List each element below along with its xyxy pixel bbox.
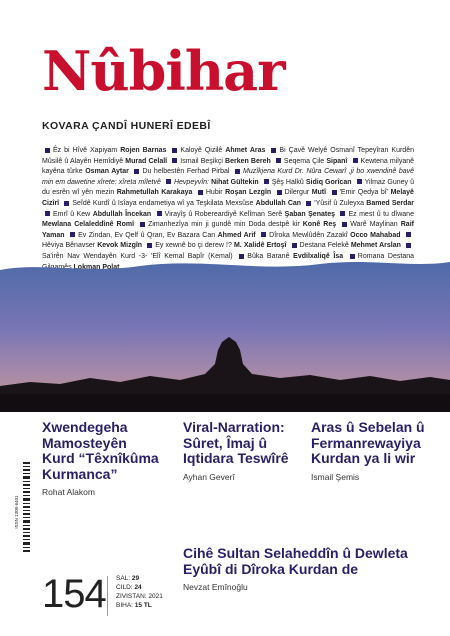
contents-item-author: Ahmet Aras — [225, 147, 266, 154]
contents-item-title: Şêş Halkû — [271, 178, 304, 186]
masthead — [0, 0, 450, 145]
magazine-logo: Nûbihar — [42, 39, 285, 103]
bullet-square-icon — [261, 232, 266, 237]
contents-item-title: Destana Felekê — [299, 242, 349, 250]
contents-item-title: Ez mest û tu dîwane — [348, 210, 414, 218]
contents-item-author: Kevok Mizgîn — [97, 242, 143, 250]
cild-value: 24 — [134, 584, 142, 591]
contents-item-author: Mehmet Arslan — [350, 242, 401, 250]
article-author: Rohat Alakom — [42, 487, 95, 497]
bullet-square-icon — [332, 190, 337, 195]
contents-item-title: Hêviya Bênavser — [42, 242, 96, 250]
contents-item-title: Dilergur — [284, 189, 310, 197]
bullet-square-icon — [172, 158, 177, 163]
table-of-contents — [42, 146, 414, 273]
contents-item-author: Mewlana Celaleddînê Romî — [42, 221, 135, 229]
bullet-square-icon — [276, 158, 281, 163]
contents-item-author: Evdilxaliqê Îsa — [293, 252, 344, 260]
issue-divider — [107, 576, 108, 616]
issue-number: 154 — [42, 572, 106, 616]
contents-item-author: Bamed Serdar — [366, 199, 415, 207]
contents-item-title: Ey xewnê bo çi derew !? — [155, 242, 232, 250]
bullet-square-icon — [64, 201, 69, 206]
contents-item-author: Rojen Barnas — [120, 147, 167, 154]
contents-item-author: Murad Celalî — [125, 157, 168, 165]
bullet-square-icon — [157, 211, 162, 216]
magazine-subtitle: KOVARA ÇANDÎ HUNERÎ EDEBÎ — [42, 120, 211, 132]
barcode — [14, 462, 30, 554]
contents-item-title: 'Yûsif û Zuleyxa — [314, 199, 365, 207]
contents-item-title: Muzîkjena Kurd Dr. Nûra Cewarî ,ji bo xwendinê bavê min em dawetine xîrete: xîreta mîletvê — [42, 168, 414, 186]
article-3 — [311, 420, 435, 482]
bullet-square-icon — [45, 148, 50, 153]
bullet-square-icon — [306, 201, 311, 206]
contents-item-author: Occo Mahabad — [350, 231, 401, 239]
contents-item-author: Raif Yaman — [42, 221, 414, 239]
contents-item-title: Seqema Çile — [283, 157, 325, 165]
contents-item-title: Emrî û Kew — [53, 210, 91, 218]
article-author: Nevzat Emînoğlu — [183, 582, 248, 592]
contents-item-title: Virayîş û Robereardiyê Kelîman Serê — [164, 210, 283, 218]
contents-item-author: Abdullah Încekan — [92, 210, 152, 218]
contents-item-author: Ahmed Arif — [217, 231, 256, 239]
bullet-square-icon — [292, 243, 297, 248]
article-author: Ismail Şemis — [311, 471, 360, 482]
bullet-square-icon — [235, 169, 240, 174]
contents-item-title: Êz bi Hîvê Xapiyam — [53, 147, 118, 154]
bullet-square-icon — [353, 158, 358, 163]
contents-item-title: Seîdê Kurdî û Isîaya endametiya wî ya Teşkilata Mexsûse — [72, 199, 254, 207]
contents-item-author: Roşan Lezgîn — [225, 189, 272, 197]
contents-item-title: Kaloyê Qizilê — [180, 147, 223, 154]
contents-item-author: Mutî — [311, 189, 327, 197]
article-1 — [42, 420, 162, 497]
bullet-square-icon — [277, 190, 282, 195]
contents-item-title: Kewtena milyanê kayêna tûrke — [42, 157, 415, 176]
contents-item-author: Sipanî — [326, 157, 348, 165]
bullet-square-icon — [70, 232, 75, 237]
contents-item-title: Zimanhezîya min ji gundê min Doda destpê kir — [148, 221, 300, 229]
contents-item-author: Konê Reş — [302, 221, 337, 229]
article-4 — [183, 546, 433, 592]
contents-item-title: Ev Zindan, Ev Qelf û Qran, Ev Bazara Can — [78, 231, 216, 239]
barcode-label: ISSN 1300-6401 — [14, 495, 19, 529]
contents-item-author: Berken Bereh — [225, 157, 271, 165]
bullet-square-icon — [340, 211, 345, 216]
sal-label: SAL: — [116, 575, 131, 582]
contents-item-author: Sidiq Gorîcan — [305, 178, 352, 186]
bullet-square-icon — [140, 222, 145, 227]
bullet-square-icon — [147, 243, 152, 248]
contents-item-author: Melayê Cizîrî — [42, 189, 414, 207]
contents-item-title: Sa'irên Nav Wendayên Kurd -3- 'Elî Kemal Bapîr (Kemal) — [42, 252, 233, 260]
cover-photo — [0, 258, 450, 412]
article-title: Xwendegeha Mamosteyên Kurd “Têxnîkûma Kurmanca” — [42, 419, 159, 482]
bullet-square-icon — [45, 211, 50, 216]
article-2 — [183, 420, 305, 482]
article-author: Ayhan Geverî — [183, 471, 235, 482]
bullet-square-icon — [264, 179, 269, 184]
sal-value: 29 — [131, 575, 140, 582]
bullet-square-icon — [172, 148, 177, 153]
issue-meta — [116, 574, 163, 610]
contents-item-author: Abdullah Can — [255, 199, 302, 207]
bullet-square-icon — [357, 179, 362, 184]
contents-item-title: Hubir — [205, 189, 223, 197]
price-label: BIHA: — [116, 602, 133, 609]
bullet-square-icon — [166, 179, 171, 184]
bullet-square-icon — [342, 222, 347, 227]
contents-item-title: Yilmaz Guney û du esrên wî yên mezin — [42, 178, 414, 197]
contents-item-title: Hevpeyvîn: — [173, 178, 210, 186]
bullet-square-icon — [134, 169, 139, 174]
contents-item-title: Dîroka Mewlûdên Zazakî — [269, 231, 348, 239]
contents-item-author: Lokman Polat — [73, 263, 120, 271]
article-title: Cihê Sultan Selaheddîn û Dewleta Eyûbî di Dîroka Kurdan de — [183, 545, 408, 577]
bullet-square-icon — [406, 243, 411, 248]
bullet-square-icon — [198, 190, 203, 195]
bullet-square-icon — [406, 232, 411, 237]
contents-item-author: Şaban Şenateş — [284, 210, 335, 218]
contents-item-title: Warê Maylinan — [350, 221, 398, 229]
contents-item-title: 'Emir Qedya bî' — [339, 189, 389, 197]
contents-item-author: Nihat Gültekin — [211, 178, 259, 186]
cild-label: CILD: — [116, 584, 133, 591]
contents-item-author: M. Xalidê Ertoşî — [233, 242, 287, 250]
bullet-square-icon — [271, 148, 276, 153]
issue-season: ZIVISTAN: 2021 — [116, 593, 163, 600]
contents-item-title: Bi Çavê Welyê Osmanî Tepeyîran Kurdên Mûsilê û Alayên Hemîdiyê — [42, 147, 414, 165]
contents-item-author: Rahmetullah Karakaya — [116, 189, 193, 197]
contents-item-title: Romana Destana Gilgamêş — [42, 252, 414, 271]
article-title: Aras û Sebelan û Fermanrewayiya Kurdan ya li wir — [311, 419, 425, 466]
price-value: 15 TL — [134, 602, 152, 609]
contents-item-title: Du helbestên Ferhad Pirbal — [142, 168, 230, 176]
article-title: Viral-Narration: Sûret, Îmaj û Iqtidara Teswîrê — [183, 419, 289, 466]
contents-item-author: Osman Aytar — [85, 168, 129, 176]
contents-item-title: Ismail Beşikçi — [180, 157, 223, 165]
contents-item-title: Bûka Baranê — [247, 252, 290, 260]
